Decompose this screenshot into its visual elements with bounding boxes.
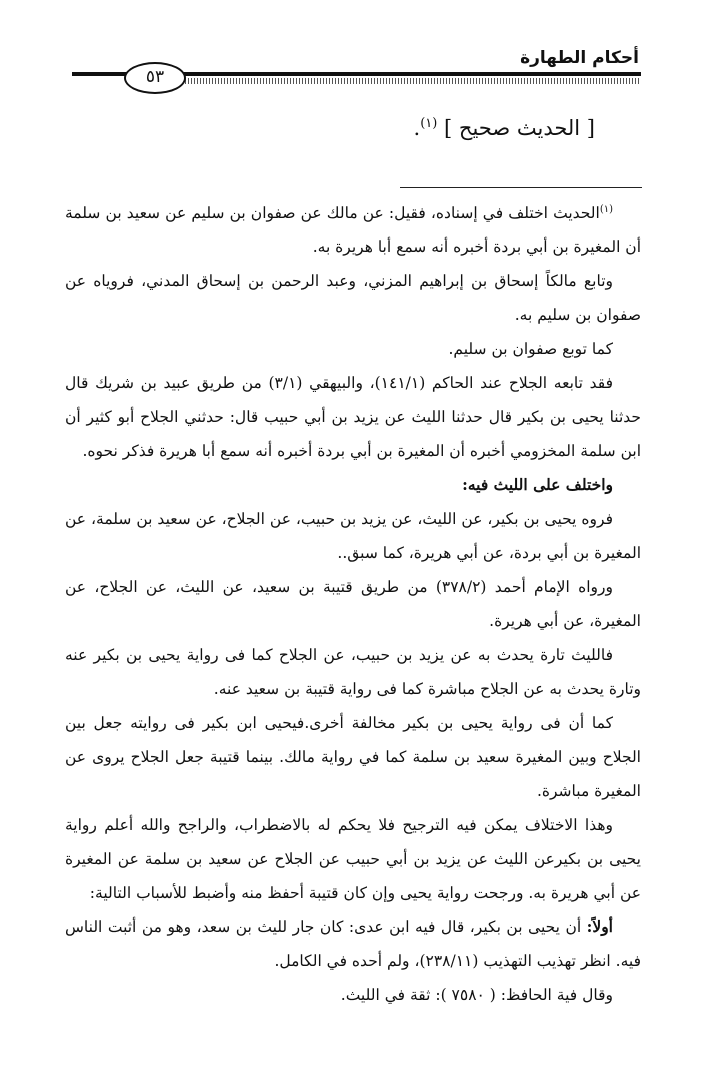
footnote-paragraph: ورواه الإمام أحمد (٣٧٨/٢) من طريق قتيبة بن سعيد، عن الليث، عن الجلاح، عن المغيرة، عن أبي هريرة. (65, 578, 641, 631)
footnote-paragraph: كما أن فى رواية يحيى بن بكير مخالفة أخرى.فيحيى ابن بكير فى روايته جعل بين الجلاح وبين المغيرة سعيد بن سلمة كما في رواية مالك. بينما قتيبة جعل الجلاح يروى عن المغيرة مباشرة. (65, 714, 641, 801)
reason-label: أولاً: (586, 917, 613, 937)
footnote-subheading: واختلف على الليث فيه: (462, 475, 613, 495)
footnote-separator (400, 187, 642, 188)
footnote-paragraph: وهذا الاختلاف يمكن فيه الترجيح فلا يحكم له بالاضطراب، والراجح والله أعلم رواية يحيى بن بكيرعن الليث عن يزيد بن أبي حبيب عن الجلاح عن سعيد بن سلمة عن المغيرة عن أبي هريرة به. ورجحت رواية يحيى وإن كان قتيبة أحفظ منه وأضبط للأسباب التالية: (65, 816, 641, 903)
footnote-paragraph-text: أن يحيى بن بكير، قال فيه ابن عدى: كان جار لليث بن سعد، وهو من أثبت الناس فيه. انظر تهذيب التهذيب (٢٣٨/١١)، ولم أحده في الكامل. (65, 918, 641, 971)
page-header (0, 44, 703, 94)
hadith-verdict (0, 116, 703, 140)
verdict-text: [ الحديث صحيح ] (444, 116, 595, 140)
footnote-paragraph (65, 193, 641, 264)
footnote-paragraph-text: الحديث اختلف في إسناده، فقيل: عن مالك عن صفوان بن سليم عن سعيد بن سلمة أن المغيرة بن أبي بردة أخبره أنه سمع أبا هريرة به. (65, 204, 641, 257)
footnote-paragraph: فالليث تارة يحدث به عن يزيد بن حبيب، عن الجلاح كما فى رواية يحيى بن بكير عنه وتارة يحدث به عن الجلاح مباشرة كما فى رواية قتيبة بن سعيد عنه. (65, 646, 641, 699)
footnote-paragraph: وتابع مالكاً إسحاق بن إبراهيم المزني، وعبد الرحمن بن إسحاق المدني، فروياه عن صفوان بن سليم به. (65, 272, 641, 325)
footnote-paragraph (65, 910, 641, 978)
footnote-body (65, 193, 641, 1012)
running-title: أحكام الطهارة (520, 48, 639, 68)
footnote-paragraph: فقد تابعه الجلاح عند الحاكم (١٤١/١)، والبيهقي (٣/١) من طريق عبيد بن شريك قال حدثنا يحيى بن بكير قال حدثنا الليث عن يزيد بن أبي حبيب قال: حدثني الجلاح أبو كثير أن ابن سلمة المخزومي أخبره أن المغيرة بن أبي بردة أخبره أنه سمع أبا هريرة فذكر نحوه. (65, 374, 641, 461)
header-hatch-rule (170, 78, 641, 84)
footnote-reference[interactable]: (١) (420, 116, 438, 131)
page-number: ٥٣ (124, 62, 186, 94)
verdict-period: . (413, 116, 421, 140)
footnote-paragraph: فروه يحيى بن بكير، عن الليث، عن يزيد بن حبيب، عن الجلاح، عن سعيد بن سلمة، عن المغيرة بن أبي بردة، عن أبي هريرة، كما سبق.. (65, 510, 641, 563)
footnote-marker: (١) (599, 204, 613, 215)
footnote-paragraph: وقال فية الحافظ: ( ٧٥٨٠ ): ثقة في الليث. (340, 986, 613, 1005)
footnote-paragraph: كما توبع صفوان بن سليم. (448, 340, 613, 359)
